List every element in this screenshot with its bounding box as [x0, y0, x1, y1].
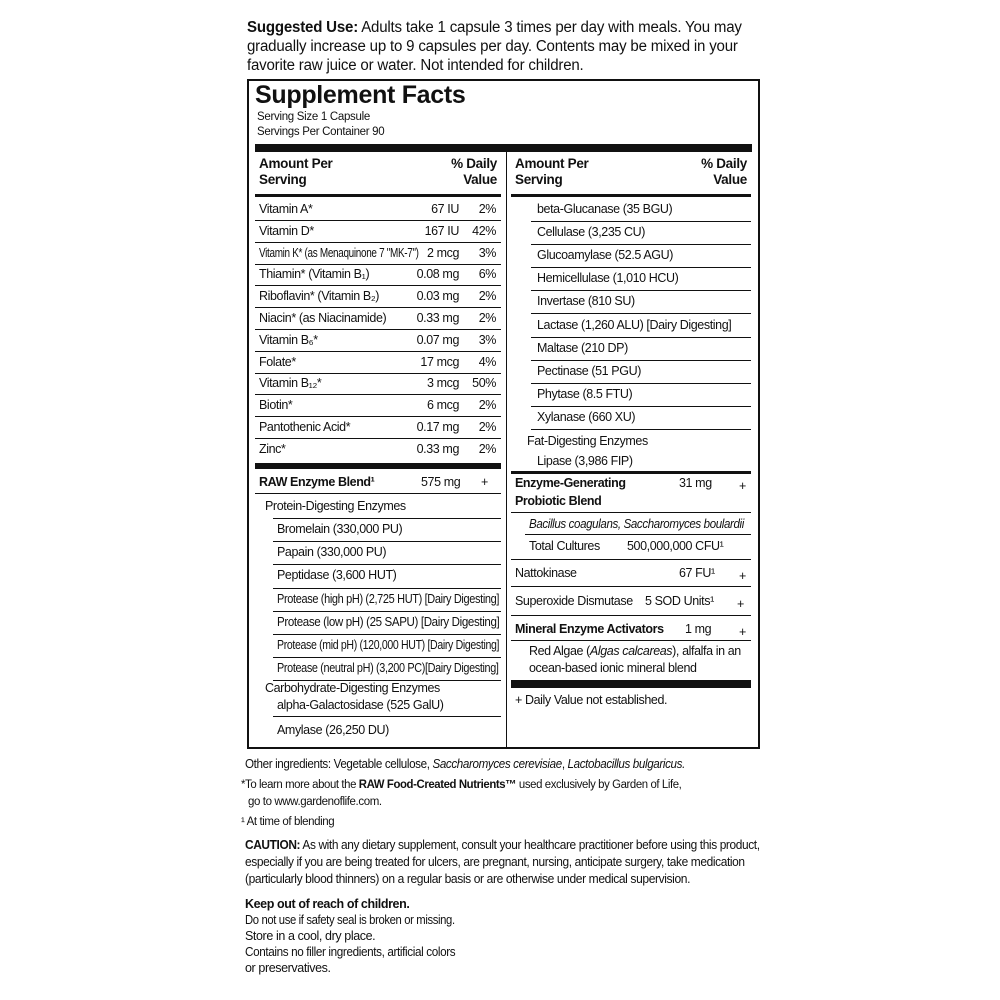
servings-per-container: Servings Per Container 90: [257, 126, 385, 138]
left-header-amount-line1: Amount Per: [259, 156, 333, 171]
vitamin-dv: 2%: [478, 441, 496, 456]
vitamin-name: Folate*: [259, 354, 296, 369]
sod-name: Superoxide Dismutase: [515, 594, 633, 608]
column-divider: [506, 152, 507, 749]
mineral-name: Mineral Enzyme Activators: [515, 622, 664, 636]
other-ingredients-a: Other ingredients: Vegetable cellulose,: [245, 757, 433, 771]
other-ingredients: [245, 757, 685, 771]
thick-divider-bottom: [511, 680, 751, 688]
suggested-text-1: Adults take 1 capsule 3 times per day with meals. You may: [358, 19, 742, 36]
right-header-amount: [515, 156, 589, 188]
vitamin-name: Vitamin D*: [259, 223, 314, 238]
egpb-line1: Enzyme-Generating: [515, 476, 626, 490]
vitamin-dv: 3%: [478, 245, 496, 260]
left-header-dv-line2: Value: [463, 172, 497, 187]
right-header-dv: [679, 156, 747, 188]
protein-item-rule: [273, 634, 501, 635]
caution-line1: [245, 838, 760, 852]
learn-more-c: used exclusively by Garden of Life,: [516, 779, 682, 791]
sod-dv: +: [737, 597, 744, 611]
sod-amount: 5 SOD Units¹: [645, 594, 714, 608]
blending-note: ¹ At time of blending: [241, 816, 335, 828]
mineral-divider: [511, 640, 751, 641]
left-header-amount: [259, 156, 333, 188]
nattokinase-dv: +: [739, 569, 746, 583]
raw-blend-divider: [255, 493, 501, 494]
mineral-dv: +: [739, 625, 746, 639]
vitamin-row-rule: [255, 373, 501, 374]
carb-item-rule: [531, 244, 751, 245]
vitamin-dv: 2%: [478, 311, 496, 325]
sod-rule: [511, 586, 751, 587]
egpb-amount: 31 mg: [679, 476, 712, 490]
vitamin-row-rule: [255, 351, 501, 352]
raw-blend-dv: +: [481, 475, 488, 489]
vitamin-amount: 67 IU: [431, 202, 459, 216]
facts-title: Supplement Facts: [255, 81, 466, 109]
vitamin-dv: 4%: [478, 354, 496, 369]
protein-enzyme-item: Bromelain (330,000 PU): [277, 522, 403, 536]
caution-line3: (particularly blood thinners) on a regular basis or are otherwise under medical supervision.: [245, 872, 691, 886]
filler-note-2: or preservatives.: [245, 961, 331, 975]
vitamin-name: Pantothenic Acid*: [259, 420, 351, 434]
natto-rule: [511, 559, 751, 560]
vitamin-row-rule: [255, 329, 501, 330]
vitamin-name: Vitamin B₁₂*: [259, 376, 322, 391]
carb-item-left-1: Amylase (26,250 DU): [277, 723, 389, 737]
serving-size: Serving Size 1 Capsule: [257, 111, 370, 123]
protein-item-rule: [273, 588, 501, 589]
vitamin-amount: 0.17 mg: [416, 420, 459, 434]
probiotic-divider: [525, 534, 751, 535]
protein-item-rule: [273, 657, 501, 658]
vitamin-amount: 6 mcg: [426, 398, 459, 413]
vitamin-amount: 0.33 mg: [416, 311, 459, 325]
red-algae-a: Red Algae (: [529, 644, 590, 658]
vitamin-amount: 0.03 mg: [416, 289, 459, 304]
suggested-line-3: favorite raw juice or water. Not intended for children.: [247, 57, 584, 74]
caution-line2: especially if you are being treated for ulcers, are pregnant, nursing, anticipate surgery, take medication: [245, 855, 745, 869]
vitamin-name: Thiamin* (Vitamin B₁): [259, 267, 370, 282]
vitamin-row-rule: [255, 285, 501, 286]
left-header-dv-line1: % Daily: [451, 156, 497, 171]
keep-out-of-reach: Keep out of reach of children.: [245, 897, 410, 911]
vitamin-dv: 2%: [478, 202, 496, 216]
vitamin-name: Vitamin B₆*: [259, 332, 318, 347]
vitamin-amount: 3 mcg: [426, 376, 459, 391]
carb-item-left-0-rule: [273, 716, 501, 717]
red-algae-b: ), alfalfa in an: [672, 644, 741, 658]
red-algae-line2: ocean-based ionic mineral blend: [529, 661, 697, 675]
protein-item-rule: [273, 564, 501, 565]
carb-item-rule: [531, 383, 751, 384]
egpb-divider: [511, 512, 751, 513]
suggested-use: [247, 18, 767, 75]
vitamin-amount: 0.08 mg: [416, 267, 459, 282]
carb-enzyme-item: Maltase (210 DP): [537, 340, 628, 355]
protein-enzyme-item: Peptidase (3,600 HUT): [277, 568, 397, 583]
fat-heading: Fat-Digesting Enzymes: [527, 434, 648, 448]
learn-more-bold: RAW Food-Created Nutrients™: [358, 779, 517, 791]
egpb-rule: [511, 471, 751, 474]
safety-seal-note: Do not use if safety seal is broken or missing.: [245, 913, 455, 927]
nattokinase-amount: 67 FU¹: [679, 566, 715, 580]
raw-blend-name: RAW Enzyme Blend¹: [259, 475, 375, 489]
probiotic-strains: Bacillus coagulans, Saccharomyces boulardii: [529, 517, 744, 531]
suggested-label: Suggested Use:: [247, 19, 359, 36]
carb-enzyme-item: beta-Glucanase (35 BGU): [537, 202, 673, 216]
carb-item-rule: [531, 360, 751, 361]
other-ingredients-italic-2: Lactobacillus bulgaricus.: [567, 757, 685, 771]
thick-divider-top: [255, 144, 752, 152]
carb-enzyme-item: Lactase (1,260 ALU) [Dairy Digesting]: [537, 317, 732, 332]
vitamin-dv: 3%: [478, 332, 496, 347]
right-header-amount-line1: Amount Per: [515, 156, 589, 171]
left-header-amount-line2: Serving: [259, 172, 307, 187]
raw-blend-rule: [255, 463, 501, 469]
caution-text-1: As with any dietary supplement, consult your healthcare practitioner before using this product,: [300, 838, 760, 852]
vitamin-name: Riboflavin* (Vitamin B₂): [259, 289, 380, 304]
vitamin-amount: 17 mcg: [420, 354, 459, 369]
vitamin-row-rule: [255, 220, 501, 221]
vitamin-row-rule: [255, 394, 501, 395]
carb-enzyme-item: Hemicellulase (1,010 HCU): [537, 271, 679, 286]
vitamin-dv: 50%: [472, 376, 496, 391]
vitamin-row-rule: [255, 307, 501, 308]
protein-enzyme-item: Protease (low pH) (25 SAPU) [Dairy Digesting]: [277, 614, 500, 629]
dv-footnote: + Daily Value not established.: [515, 693, 668, 707]
right-header-dv-line1: % Daily: [701, 156, 747, 171]
egpb-line2: Probiotic Blend: [515, 494, 602, 508]
carb-item-rule: [531, 337, 751, 338]
carb-item-rule: [531, 267, 751, 268]
vitamin-name: Zinc*: [259, 441, 286, 456]
vitamin-amount: 0.33 mg: [416, 441, 459, 456]
vitamin-row-rule: [255, 416, 501, 417]
vitamin-amount: 2 mcg: [426, 245, 459, 260]
carb-item-rule: [531, 290, 751, 291]
mineral-amount: 1 mg: [685, 622, 712, 636]
total-cultures-label: Total Cultures: [529, 539, 600, 553]
protein-item-rule: [273, 541, 501, 542]
right-header-rule: [511, 194, 751, 197]
vitamin-row-rule: [255, 438, 501, 439]
right-header-amount-line2: Serving: [515, 172, 563, 187]
right-header-dv-line2: Value: [713, 172, 747, 187]
vitamin-name: Niacin* (as Niacinamide): [259, 311, 387, 325]
vitamin-dv: 6%: [478, 267, 496, 282]
egpb-dv: +: [739, 479, 746, 493]
vitamin-name: Vitamin A*: [259, 202, 313, 216]
protein-enzyme-item: Protease (high pH) (2,725 HUT) [Dairy Digesting]: [277, 591, 500, 606]
left-header-rule: [255, 194, 501, 197]
protein-heading: Protein-Digesting Enzymes: [265, 499, 406, 513]
vitamin-name: Biotin*: [259, 398, 293, 413]
filler-note-1: Contains no filler ingredients, artificial colors: [245, 945, 456, 959]
carb-enzyme-item: Xylanase (660 XU): [537, 409, 636, 424]
carb-item-rule: [531, 313, 751, 314]
total-cultures-value: 500,000,000 CFU¹: [627, 539, 724, 553]
red-algae-italic: Algas calcareas: [589, 644, 673, 658]
carb-item-rule: [531, 429, 751, 430]
protein-enzyme-item: Protease (mid pH) (120,000 HUT) [Dairy Digesting]: [277, 638, 500, 652]
carb-item-left-0: alpha-Galactosidase (525 GalU): [277, 698, 444, 712]
learn-more-line1: [241, 779, 681, 791]
carb-heading: Carbohydrate-Digesting Enzymes: [265, 681, 440, 695]
red-algae-line1: [529, 644, 741, 658]
learn-more-a: *To learn more about the: [241, 779, 359, 791]
carb-item-rule: [531, 221, 751, 222]
vitamin-amount: 167 IU: [424, 223, 459, 238]
vitamin-dv: 2%: [478, 398, 496, 413]
carb-enzyme-item: Invertase (810 SU): [537, 294, 635, 309]
mineral-rule: [511, 615, 751, 616]
suggested-line-1: [247, 18, 752, 37]
carb-item-rule: [531, 406, 751, 407]
vitamin-dv: 42%: [472, 223, 496, 238]
vitamin-dv: 2%: [478, 289, 496, 304]
protein-enzyme-item: Papain (330,000 PU): [277, 545, 387, 560]
suggested-line-2: gradually increase up to 9 capsules per day. Contents may be mixed in your: [247, 38, 738, 55]
carb-enzyme-item: Cellulase (3,235 CU): [537, 225, 646, 240]
vitamin-row-rule: [255, 264, 501, 265]
protein-enzyme-item: Protease (neutral pH) (3,200 PC)[Dairy Digesting]: [277, 661, 499, 676]
other-ingredients-b: ,: [561, 757, 568, 771]
carb-enzyme-item: Glucoamylase (52.5 AGU): [537, 248, 673, 263]
raw-blend-amount: 575 mg: [421, 475, 461, 489]
caution-label: CAUTION:: [245, 838, 301, 852]
fat-item: Lipase (3,986 FIP): [537, 454, 633, 468]
carb-enzyme-item: Phytase (8.5 FTU): [537, 386, 633, 401]
supplement-facts-panel: [247, 79, 760, 749]
nattokinase-name: Nattokinase: [515, 566, 577, 580]
other-ingredients-italic-1: Saccharomyces cerevisiae: [432, 757, 562, 771]
storage-note: Store in a cool, dry place.: [245, 929, 376, 943]
vitamin-dv: 2%: [478, 420, 496, 434]
learn-more-line2: go to www.gardenoflife.com.: [248, 796, 382, 808]
vitamin-name: Vitamin K* (as Menaquinone 7 "MK-7"): [259, 245, 419, 260]
vitamin-amount: 0.07 mg: [416, 332, 459, 347]
carb-enzyme-item: Pectinase (51 PGU): [537, 363, 641, 378]
vitamin-row-rule: [255, 242, 501, 243]
protein-item-rule: [273, 518, 501, 519]
protein-item-rule: [273, 611, 501, 612]
left-header-dv: [429, 156, 497, 188]
